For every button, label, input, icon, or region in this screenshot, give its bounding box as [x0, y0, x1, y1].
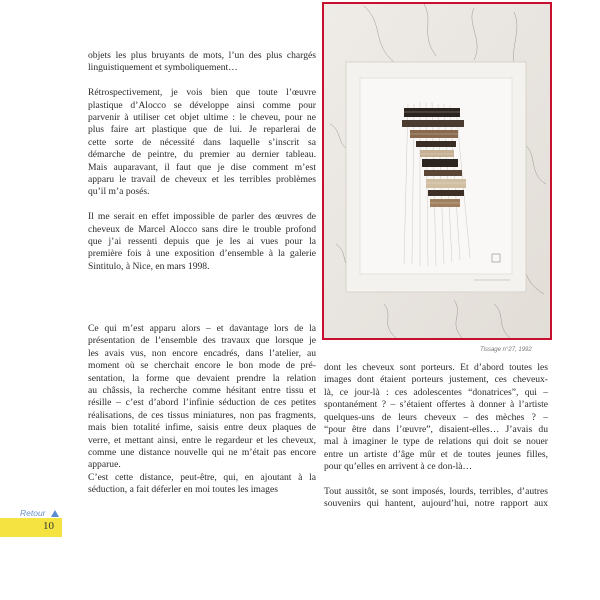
- text-line: sentation, la forme que devaient prendre la relation: [88, 372, 316, 384]
- triangle-up-icon: [51, 510, 59, 517]
- text-line: images dont étaient porteurs justement, ces cheveux-: [324, 374, 548, 386]
- text-line: mais bien totalité infime, saisis entre deux plaques de: [88, 422, 316, 434]
- text-line: objets les plus bruyants de mots, l’un des plus chargés: [88, 50, 316, 61]
- text-line: Il me serait en effet impossible de parler des œuvres de: [88, 211, 316, 223]
- text-line: C’est cette distance, peut-être, qui, en ajoutant à la: [88, 471, 316, 483]
- text-line: Ce qui m’est apparu alors – et davantage lors de la: [88, 323, 316, 334]
- text-line: cheveux de Marcel Alocco sans dire le trouble profond: [88, 223, 316, 235]
- text-line: plastique d’Alocco se développe ainsi comme pour: [88, 99, 316, 111]
- paragraph-1: [88, 50, 316, 75]
- text-line: “pour être dans l’œuvre”, disaient-elles… J’avais du: [324, 424, 548, 436]
- text-line: réalisations, de ces tissus miniatures, non pas fragments,: [88, 409, 316, 421]
- paragraph-4: [88, 323, 316, 472]
- artwork-image: [324, 4, 550, 338]
- text-line: les avais vus, non encore encadrés, dans l’atelier, au: [88, 347, 316, 359]
- text-line: comme une distance nouvelle qui ne m’était pas encore: [88, 447, 316, 459]
- text-line: apparue.: [88, 459, 121, 471]
- paragraph-5: [88, 472, 316, 497]
- text-line: pour qu’elles en arrivent à ce don-là…: [324, 461, 473, 473]
- text-line: entre un artiste d’âge mûr et de toutes jeunes filles,: [324, 448, 548, 460]
- page-number-badge: [0, 518, 62, 537]
- paragraph-3: [88, 211, 316, 273]
- left-text-column: [88, 50, 316, 286]
- text-line: au châssis, la recherche comme hésitant entre tissu et: [88, 385, 316, 397]
- text-line: apparu le travail de cheveux et les terribles problèmes: [88, 174, 316, 186]
- text-line: qu’il m’a posés.: [88, 186, 150, 198]
- paragraph-2: [88, 87, 316, 199]
- retour-label: Retour: [20, 508, 46, 518]
- page-number: 10: [43, 520, 54, 532]
- text-line: quelques-uns de leurs cheveux – des mèches ? –: [324, 411, 548, 423]
- text-line: Tout aussitôt, se sont imposés, lourds, terribles, d’autres: [324, 486, 548, 498]
- right-text-column: [324, 362, 548, 511]
- text-line: souvenirs qui hantent, aujourd’hui, notre rapport aux: [324, 498, 548, 510]
- text-line: moment où se cherchait encore le bon mode de pré-: [88, 360, 316, 372]
- text-line: cette sorte de nécessité dans laquelle s’inscrit sa: [88, 136, 316, 148]
- paragraph-7: [324, 486, 548, 511]
- text-line: séduction, a fait déferler en moi toutes les images: [88, 484, 278, 496]
- text-line: linguistiquement et symboliquement…: [88, 62, 238, 74]
- text-line: parvenir à utiliser cet objet ultime : le cheveu, pour ne: [88, 112, 316, 124]
- text-line: Sintitulo, à Nice, en mars 1998.: [88, 260, 210, 272]
- left-text-column-continued: [88, 323, 316, 497]
- text-line: Mais auparavant, il faut que je dise comment m’est: [88, 161, 316, 173]
- text-line: démarche de peintre, du premier au dernier tableau.: [88, 149, 316, 161]
- figure-caption: Tissage n°27, 1992: [480, 347, 532, 353]
- text-line: spontanément ? – s’étaient offertes à donner à l’artiste: [324, 399, 548, 411]
- text-line: plus faire art plastique que de lui. Je reparlerai de: [88, 124, 316, 136]
- text-line: dont les cheveux sont porteurs. Et d’abord toutes les: [324, 362, 548, 373]
- text-line: là, ce jour-là : ces adolescentes “donatrices”, qui –: [324, 386, 548, 398]
- text-line: Rétrospectivement, je vois bien que toute l’œuvre: [88, 87, 316, 99]
- text-line: première fois à une exposition d’ensemble à la galerie: [88, 248, 316, 260]
- paragraph-6: [324, 362, 548, 474]
- text-line: que j’ai ressenti depuis que je les ai vues pour la: [88, 236, 316, 248]
- text-line: résille – c’est d’abord l’infinie séduction de ces petites: [88, 397, 316, 409]
- text-line: verre, et mettant ainsi, entre le regardeur et les cheveux,: [88, 434, 316, 446]
- text-line: présentation de l’ensemble des travaux que lorsque je: [88, 335, 316, 347]
- text-line: mal à imaginer le type de relations qui doit se nouer: [324, 436, 548, 448]
- retour-link[interactable]: [20, 508, 59, 518]
- artwork-photo: [322, 2, 552, 340]
